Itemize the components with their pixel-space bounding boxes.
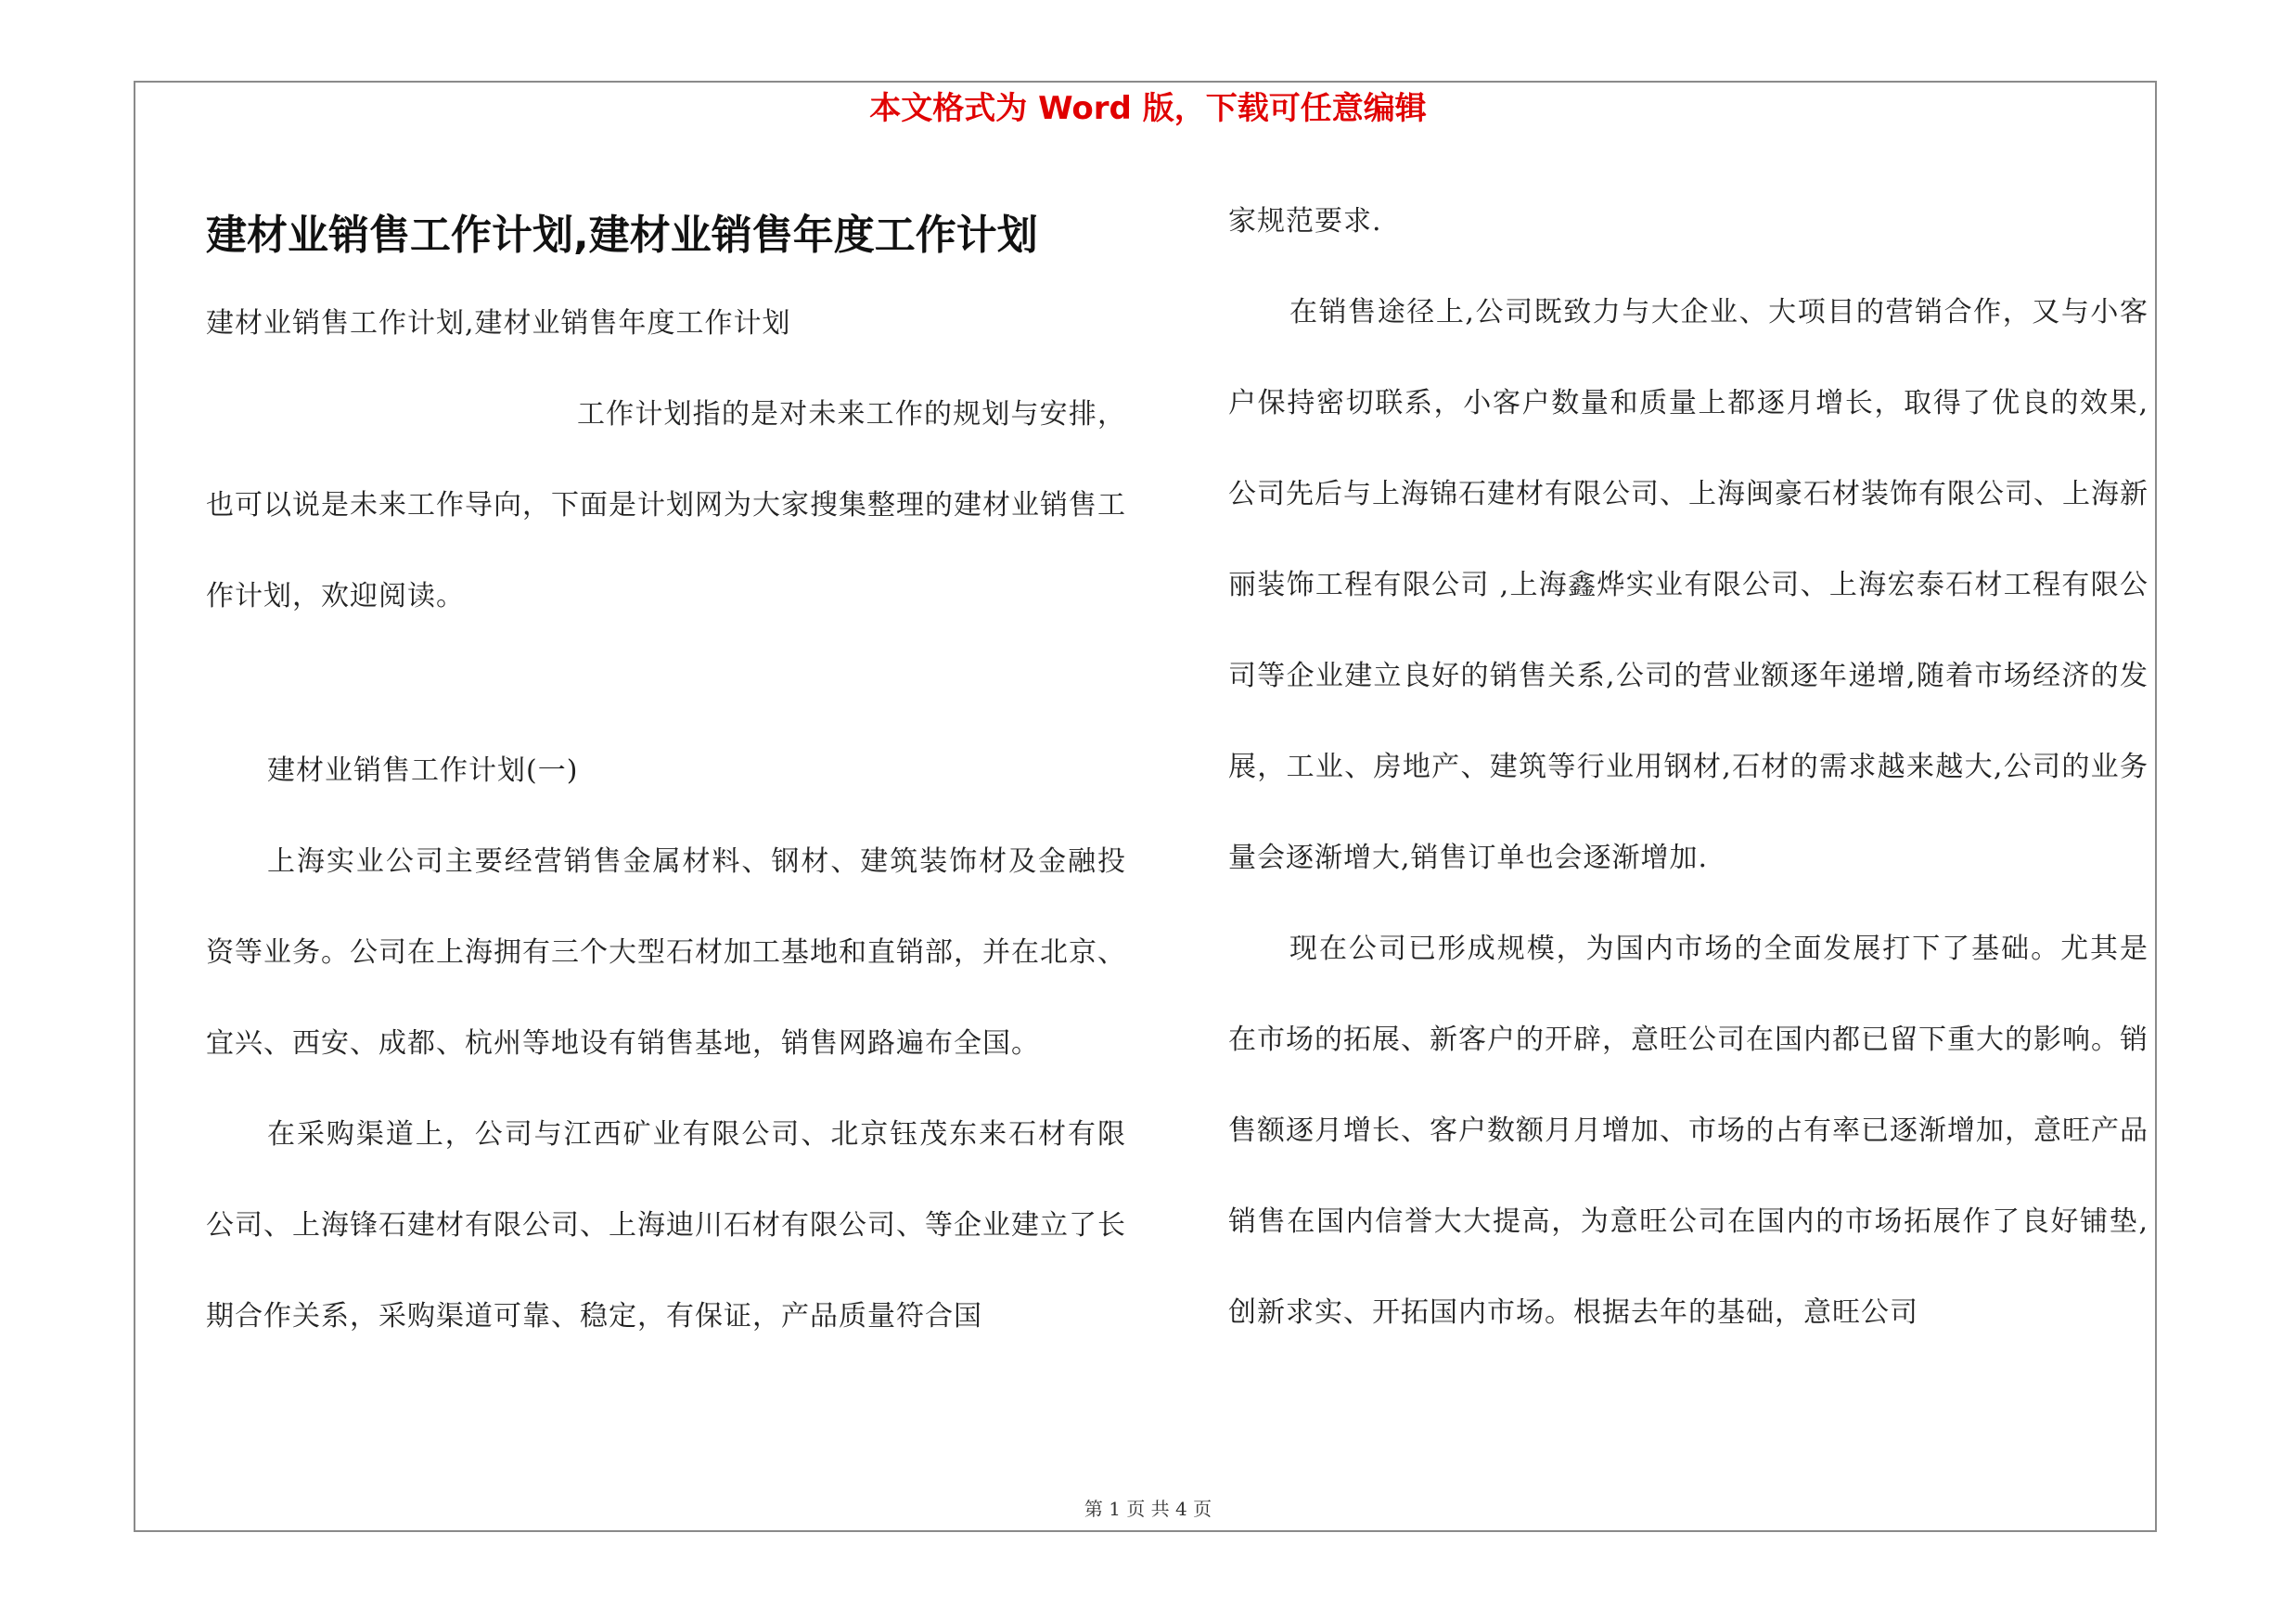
body-paragraph: 现在公司已形成规模，为国内市场的全面发展打下了基础。尤其是在市场的拓展、新客户的开辟，意旺公司在国内都已留下重大的影响。销售额逐月增长、客户数额月月增加、市场的占有率已逐渐增加，意旺产品销售在国内信誉大大提高，为意旺公司在国内的市场拓展作了良好铺垫,创新求实、开拓国内市场。根据去年的基础，意旺公司 — [1228, 933, 2148, 1329]
left-column — [206, 186, 1126, 1362]
continued-paragraph: 家规范要求. — [1228, 205, 1382, 238]
body-paragraph: 上海实业公司主要经营销售金属材料、钢材、建筑装饰材及金融投资等业务。公司在上海拥有三个大型石材加工基地和直销部，并在北京、宜兴、西安、成都、杭州等地设有销售基地，销售网路遍布全国。 — [206, 845, 1126, 1060]
intro-paragraph: 工作计划指的是对未来工作的规划与安排，也可以说是未来工作导向，下面是计划网为大家搜集整理的建材业销售工作计划，欢迎阅读。 — [206, 398, 1126, 612]
body-paragraph: 在销售途径上,公司既致力与大企业、大项目的营销合作，又与小客户保持密切联系，小客户数量和质量上都逐月增长，取得了优良的效果,公司先后与上海锦石建材有限公司、上海闽豪石材装饰有限公司、上海新丽装饰工程有限公司 ,上海鑫烨实业有限公司、上海宏泰石材工程有限公司等企业建立良好的销售关系,公司的营业额逐年递增,随着市场经济的发展，工业、房地产、建筑等行业用钢材,石材的需求越来越大,公司的业务量会逐渐增大,销售订单也会逐渐增加. — [1228, 296, 2148, 874]
page-number-footer: 第 1 页 共 4 页 — [1084, 1498, 1212, 1520]
right-column — [1228, 186, 2148, 1359]
section-heading: 建材业销售工作计划(一) — [267, 754, 579, 787]
document-title: 建材业销售工作计划,建材业销售年度工作计划 — [206, 212, 1038, 259]
document-subtitle: 建材业销售工作计划,建材业销售年度工作计划 — [206, 307, 791, 340]
body-paragraph: 在采购渠道上，公司与江西矿业有限公司、北京钰茂东来石材有限公司、上海锋石建材有限公司、上海迪川石材有限公司、等企业建立了长期合作关系，采购渠道可靠、稳定，有保证，产品质量符合国 — [206, 1118, 1126, 1333]
format-banner: 本文格式为 Word 版，下载可任意编辑 — [869, 90, 1427, 127]
